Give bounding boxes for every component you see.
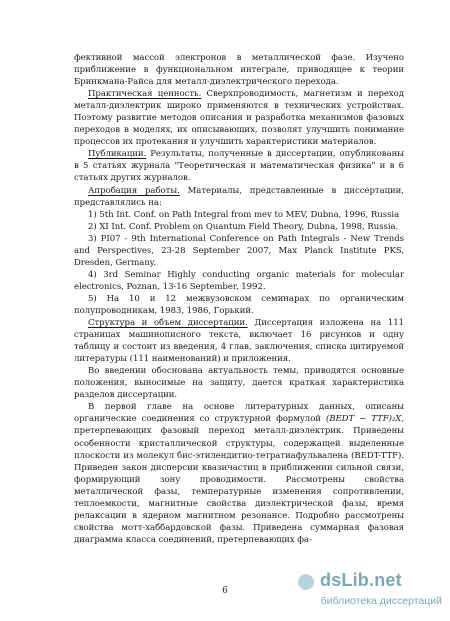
paragraph-structure: Структура и объем диссертации. Диссертация изложена на 111 страницах машинописного текста, включает 16 рисунков и одну таблицу и состоит из введения, 4 глав, заключения, списка цитируемой литературы (111 наименований) и приложения. (74, 318, 404, 365)
list-item: 4) 3rd Seminar Highly conducting organic materials for molecular electronics, Poznan, 13-16 September, 1992. (74, 269, 404, 292)
watermark-logo: dsLib.net (320, 570, 402, 590)
paragraph-introduction: Во введении обоснована актуальность темы, приводятся основные положения, выносимые на защиту, дается краткая характеристика разделов диссертации. (74, 366, 404, 401)
watermark (292, 570, 442, 614)
paragraph-publications: Публикации. Результаты, полученные в диссертации, опубликованы в 5 статьях журнала "Теоретическая и математическая физика" и в 6 статьях других журналов. (74, 149, 404, 184)
body-text (74, 52, 404, 546)
structural-formula: (BEDT − TTF)₂X (325, 414, 402, 425)
paragraph-practical-value: Практическая ценность. Сверхпроводимость, магнетизм и переход металл-диэлектрик широко применяются в технических устройствах. Поэтому развитие методов описания и разработка механизмов фазовых переходов в моделях, их описывающих, позволят улучшить понимание процессов их протекания и улучшить характеристики материалов. (74, 89, 404, 148)
watermark-subtitle: библиотека диссертаций (320, 595, 442, 607)
page-number: 6 (222, 586, 228, 596)
paragraph-chapter-one: В первой главе на основе литературных данных, описаны органические соединения со структурной формулой (BEDT − TTF)₂X, претерпевающих фазовый переход металл-диэлектрик. Приведены особенности кристаллической структуры, содержащей выделенные плоскости из молекул бис-этилендитио-тетратиафульвалена (BEDT-TTF). Приведен закон дисперсии квазичастиц в приближении сильной связи, формирующий зону проводимости. Рассмотрены свойства металлической фазы, температурные изменения сопротивлении, теплоемкости, магнитные свойства диэлектрической фазы, время релаксации в ядерном магнитном резонансе. Подробно рассмотрены свойства мотт-хаббардовской фазы. Приведена суммарная фазовая диаграмма класса соединений, претерпевающих фа- (74, 402, 404, 545)
paragraph-continuation: фективной массой электронов в металлической фазе. Изучено приближение в функциональном интеграле, приводящее к теории Бринкмана-Райса для металл-диэлектрического перехода. (74, 53, 404, 88)
heading-publications: Публикации. (88, 149, 147, 160)
list-item: 1) 5th Int. Conf. on Path Integral from mev to MEV, Dubna, 1996, Russia (88, 209, 400, 220)
paragraph-approbation: Апробация работы. Материалы, представленные в диссертации, представлялись на: (74, 185, 404, 208)
list-item: 3) PI07 - 9th International Conference on Path Integrals - New Trends and Perspectives, 23-28 September 2007, Max Planck Institute PKS, Dresden, Germany. (74, 233, 404, 268)
list-item: 5) На 10 и 12 межвузовском семинарах по органическим полупроводникам, 1983, 1986, Горький. (74, 293, 404, 316)
list-item: 2) XI Int. Conf. Problem on Quantum Field Theory, Dubna, 1998, Russia. (88, 221, 399, 232)
heading-structure: Структура и объем диссертации. (88, 318, 248, 329)
logo-icon (298, 574, 314, 590)
heading-practical-value: Практическая ценность. (88, 89, 202, 100)
heading-approbation: Апробация работы. (88, 185, 180, 196)
